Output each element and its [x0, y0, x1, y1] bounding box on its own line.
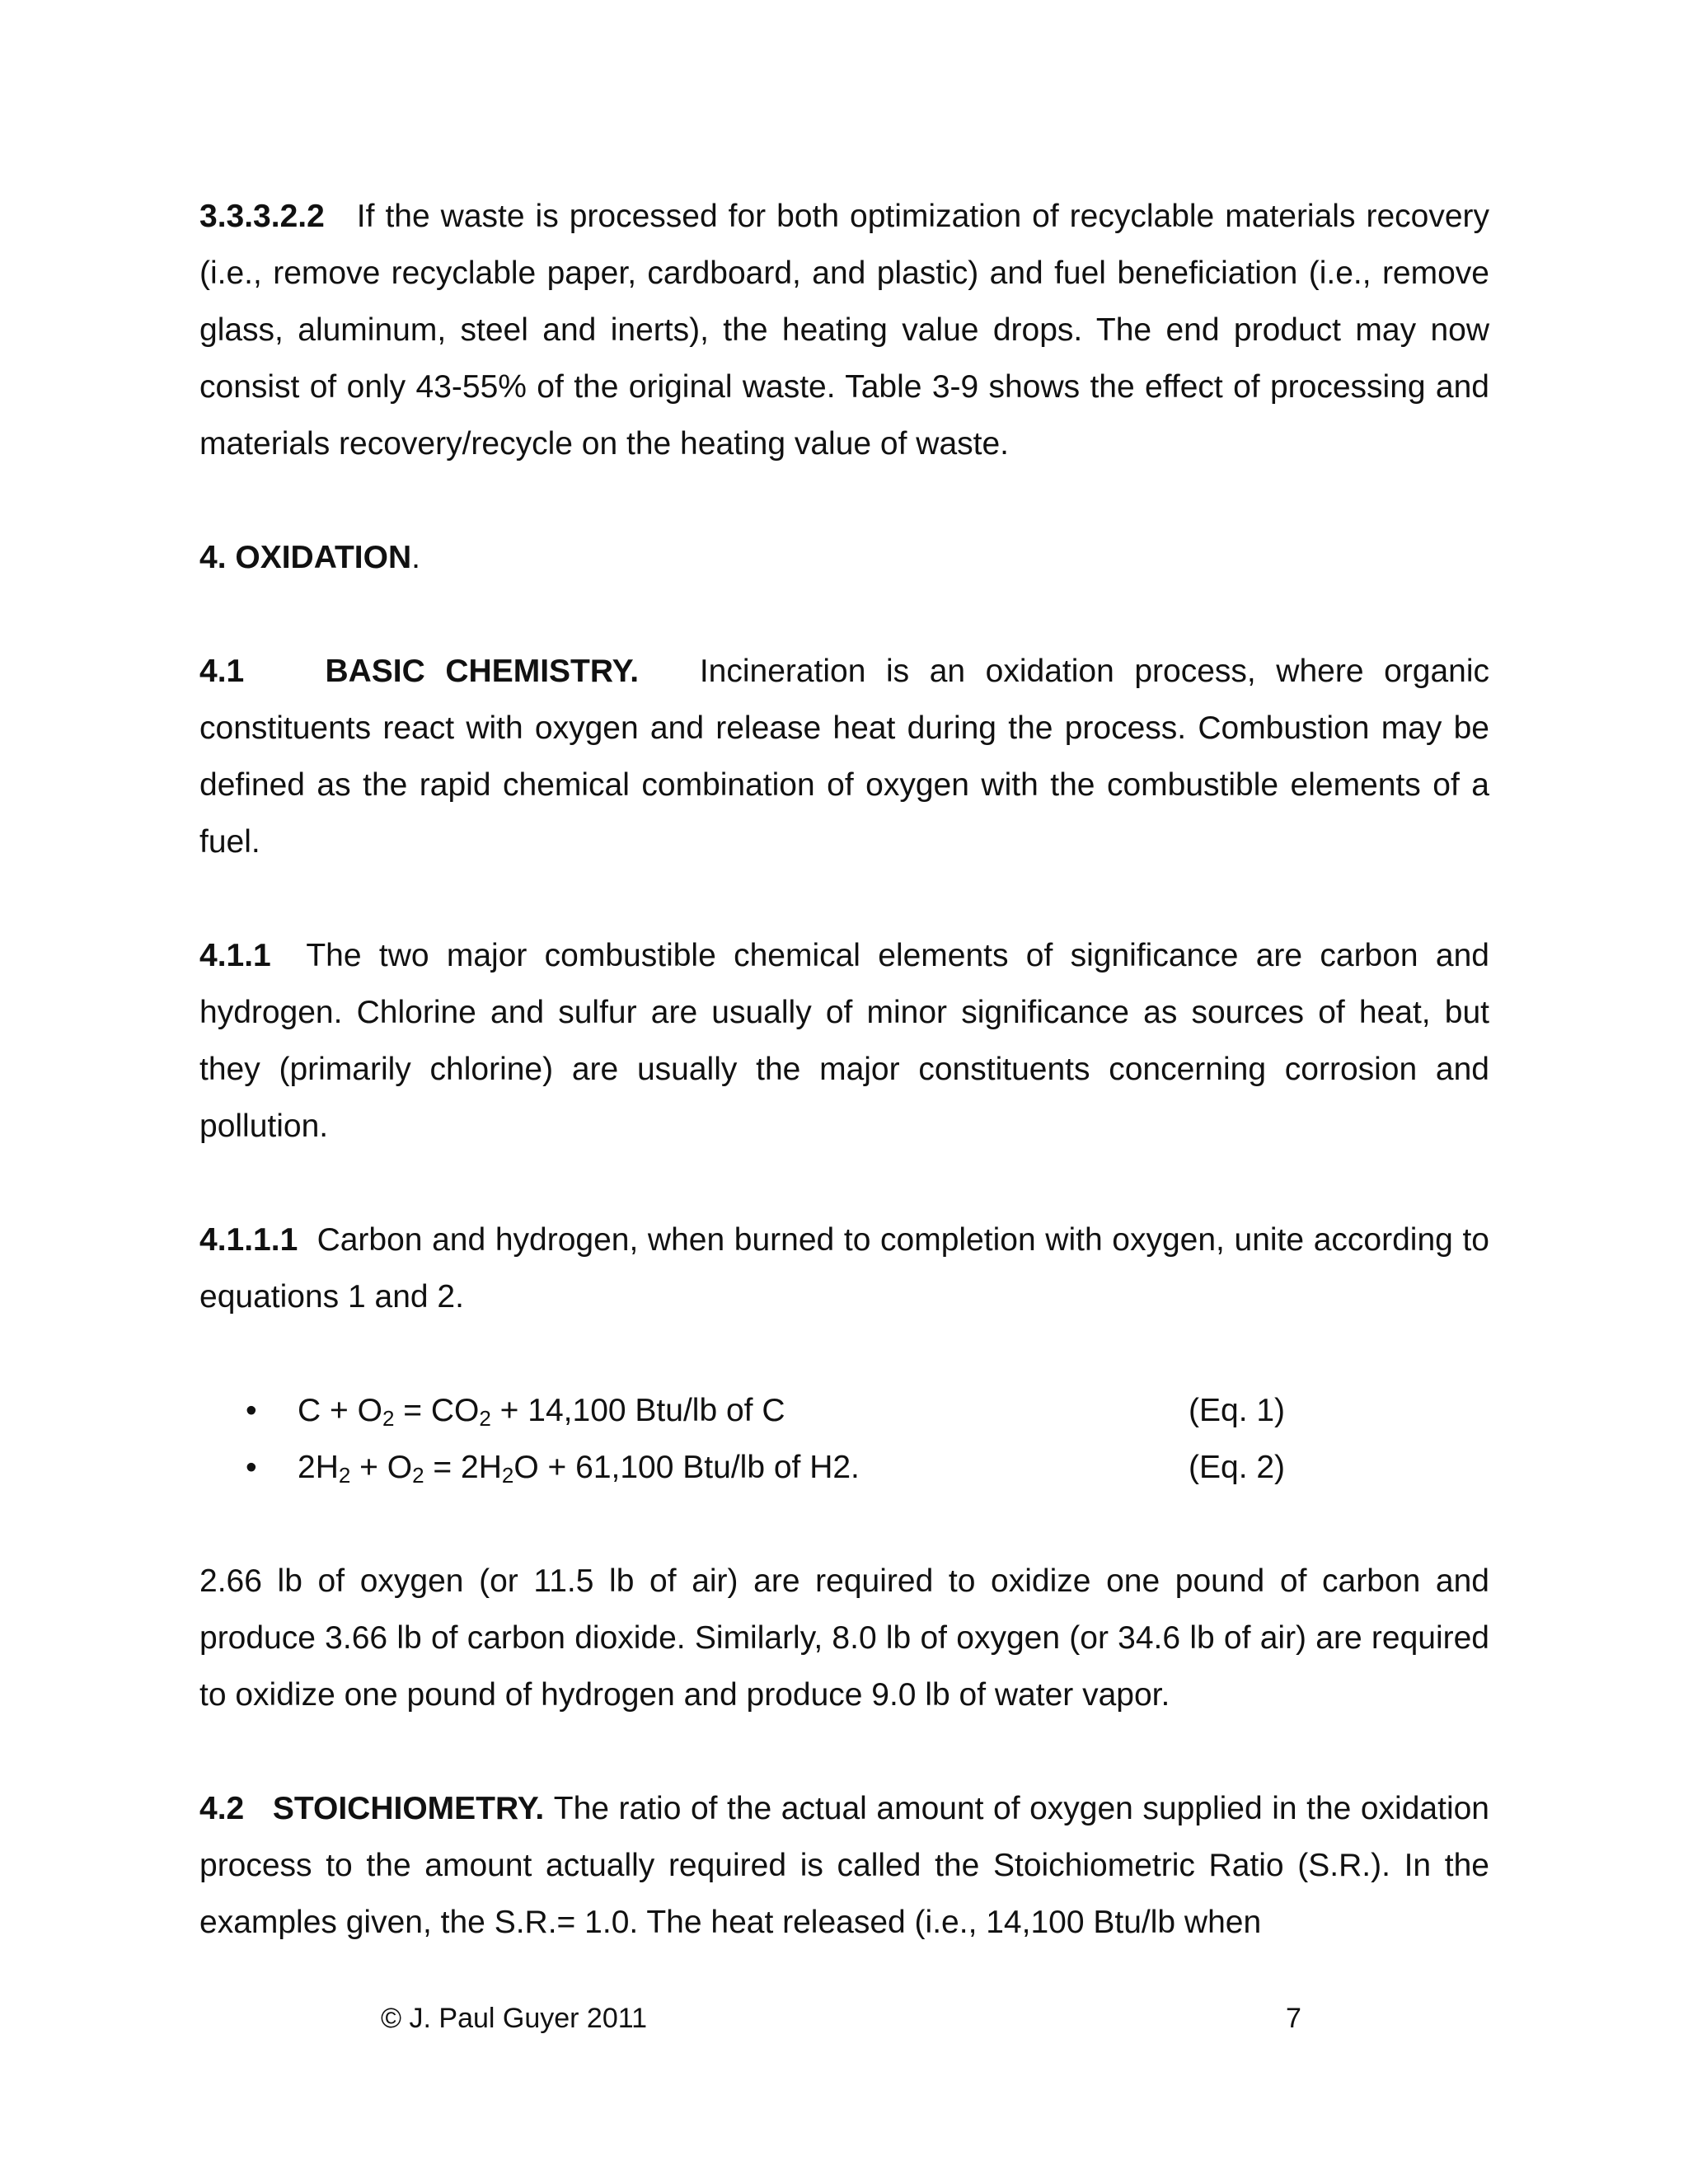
eq-part: + O	[350, 1450, 413, 1485]
bullet-icon: •	[246, 1393, 257, 1428]
eq-subscript: 2	[338, 1463, 351, 1488]
spacer	[199, 870, 1489, 927]
eq-part: + 14,100 Btu/lb of C	[490, 1393, 785, 1428]
eq-part: = 2H	[424, 1450, 502, 1485]
paragraph-oxygen-requirements: 2.66 lb of oxygen (or 11.5 lb of air) are required to oxidize one pound of carbon and produce 3.66 lb of carbon dioxide. Similarly, 8.0 lb of oxygen (or 34.6 lb of air) are required to oxidize one pound of hydrogen and produce 9.0 lb of water vapor.	[199, 1563, 1489, 1713]
paragraph-4-1-1	[199, 927, 1489, 1155]
paragraph-text: The ratio of the actual amount of oxygen supplied in the oxidation process to the amount actually required is called the Stoichiometric Ratio (S.R.). In the examples given, the S.R.= 1.0. The heat released (i.e., 14,100 Btu/lb when	[199, 1791, 1489, 1940]
paragraph-4-2	[199, 1780, 1489, 1951]
page-number: 7	[1286, 2003, 1301, 2034]
eq-subscript: 2	[501, 1463, 514, 1488]
eq-subscript: 2	[412, 1463, 424, 1488]
spacer	[199, 1496, 1489, 1553]
spacer	[199, 472, 1489, 529]
equation-list	[199, 1382, 1489, 1496]
section-number: 4.2	[199, 1791, 245, 1826]
section-heading: 4. OXIDATION	[199, 540, 412, 575]
heading-trail: .	[411, 540, 420, 575]
paragraph-text: If the waste is processed for both optimization of recyclable materials recovery (i.e., remove recyclable paper, cardboard, and plastic) and fuel beneficiation (i.e., remove glass, aluminum, steel and inerts), the heating value drops. The end product may now consist of only 43-55% of the original waste. Table 3-9 shows the effect of processing and materials recovery/recycle on the heating value of waste.	[199, 199, 1489, 462]
equation-text	[298, 1382, 785, 1439]
paragraph-text: Incineration is an oxidation process, where organic constituents react with oxygen and release heat during the process. Combustion may be defined as the rapid chemical combination of oxygen with the combustible elements of a fuel.	[199, 654, 1489, 860]
equation-label: (Eq. 2)	[1189, 1450, 1286, 1485]
paragraph-4-1	[199, 643, 1489, 870]
eq-subscript: 2	[479, 1406, 491, 1431]
paragraph-3-3-3-2-2	[199, 188, 1489, 472]
equation-text	[298, 1439, 860, 1496]
eq-part: C + O	[298, 1393, 382, 1428]
equation-label: (Eq. 1)	[1189, 1393, 1286, 1428]
equation-2	[199, 1439, 1489, 1496]
eq-subscript: 2	[382, 1406, 395, 1431]
section-number: 3.3.3.2.2	[199, 199, 325, 234]
section-number: 4.1.1.1	[199, 1222, 298, 1258]
eq-part: O + 61,100 Btu/lb of H2.	[513, 1450, 860, 1485]
section-number: 4.1	[199, 654, 245, 689]
spacer	[199, 1723, 1489, 1780]
page-footer	[0, 2003, 1688, 2052]
heading-oxidation	[199, 529, 1489, 586]
page-content	[199, 188, 1489, 1951]
copyright-notice: © J. Paul Guyer 2011	[381, 2003, 648, 2034]
section-title: BASIC CHEMISTRY.	[325, 654, 640, 689]
spacer	[199, 1325, 1489, 1382]
paragraph-text: Carbon and hydrogen, when burned to completion with oxygen, unite according to equations 1 and 2.	[199, 1222, 1489, 1315]
spacer	[199, 1155, 1489, 1212]
spacer	[199, 586, 1489, 643]
section-title: STOICHIOMETRY.	[272, 1791, 545, 1826]
paragraph-text: The two major combustible chemical elements of significance are carbon and hydrogen. Chlorine and sulfur are usually of minor significance as sources of heat, but they (primarily chlorine) are usually the major constituents concerning corrosion and pollution.	[199, 938, 1489, 1144]
equation-1	[199, 1382, 1489, 1439]
bullet-icon: •	[246, 1450, 257, 1485]
eq-part: 2H	[298, 1450, 339, 1485]
paragraph-4-1-1-1	[199, 1212, 1489, 1325]
eq-part: = CO	[394, 1393, 480, 1428]
section-number: 4.1.1	[199, 938, 271, 973]
